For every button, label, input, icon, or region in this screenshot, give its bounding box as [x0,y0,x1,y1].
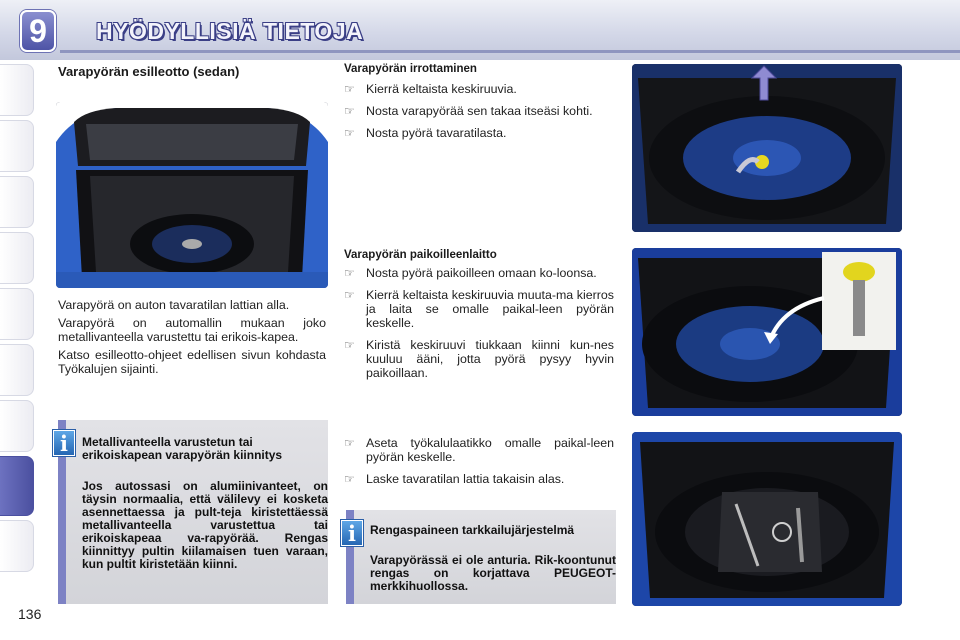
hand-pointer-icon: ☞ [344,472,355,486]
photo-spare-wheel-refit [632,248,902,416]
hand-pointer-icon: ☞ [344,436,355,450]
list-item: ☞ Kierrä keltaista keskiruuvia muuta-ma kierros ja laita se omalle paikal-leen pyörän keskelle. [344,288,614,330]
left-body-text [58,298,326,380]
chapter-tab[interactable] [0,520,34,572]
list-item: ☞ Laske tavaratilan lattia takaisin alas. [344,472,565,486]
chapter-tab[interactable] [0,64,34,116]
info-icon: i [341,520,363,546]
chapter-tab[interactable] [0,344,34,396]
hand-pointer-icon: ☞ [344,82,355,96]
hand-pointer-icon: ☞ [344,288,355,302]
chapter-tab[interactable] [0,400,34,452]
list-item: ☞ Nosta pyörä tavaratilasta. [344,126,507,140]
info-box-text: Jos autossasi on alumiinivanteet, on täysin normaalia, että välilevy ei kosketa asennettaessa ja pult-teja kiristettäessä metallivanteella varustettua tai erikoiskapeaa va-rapyörää. Rengas kiinnittyy pultin kiilamaisen tuen varaan, kun pultit kiristetään kiinni. [82,479,328,571]
photo-tool-box [632,432,902,606]
chapter-tab[interactable] [0,232,34,284]
list-item: ☞ Kiristä keskiruuvi tiukkaan kiinni kun-nes kuuluu ääni, jotta pyörä pysyy hyvin paikoillaan. [344,338,614,380]
chapter-tabs [0,64,34,584]
info-box-tyre-pressure [346,510,616,604]
section-heading-removal: Varapyörän irrottaminen [344,63,477,75]
page-number: 136 [18,606,42,622]
chapter-tab[interactable] [0,288,34,340]
chapter-title: HYÖDYLLISIÄ TIETOJA [96,18,364,44]
section-heading-spare-wheel: Varapyörän esilleotto (sedan) [58,64,240,79]
trunk-photo [56,102,328,288]
paragraph: Varapyörä on automallin mukaan joko metallivanteella varustettu tai erikois-kapea. [58,316,326,344]
section-heading-refitting: Varapyörän paikoilleenlaitto [344,249,497,261]
list-item: ☞ Nosta pyörä paikoilleen omaan ko-loonsa. [344,266,597,280]
photo-spare-wheel-removal [632,64,902,232]
chapter-tab[interactable] [0,176,34,228]
info-box-title: Rengaspaineen tarkkailujärjestelmä [370,523,575,537]
paragraph: Katso esilleotto-ohjeet edellisen sivun kohdasta Työkalujen sijainti. [58,348,326,376]
header-rule [60,50,960,53]
info-box-wheel-fixing [58,420,328,604]
hand-pointer-icon: ☞ [344,266,355,280]
info-box-title: Metallivanteella varustetun tai erikoiskapean varapyörän kiinnitys [82,435,283,462]
info-box-text: Varapyörässä ei ole anturia. Rik-koontunut rengas on korjattava PEUGEOT-merkkihuollossa. [370,553,616,593]
list-item: ☞ Aseta työkalulaatikko omalle paikal-leen pyörän keskelle. [344,436,614,464]
removal-steps [344,82,614,148]
info-icon: i [53,430,75,456]
refitting-steps [344,266,614,388]
hand-pointer-icon: ☞ [344,104,355,118]
list-item: ☞ Kierrä keltaista keskiruuvia. [344,82,517,96]
chapter-tab[interactable] [0,120,34,172]
hand-pointer-icon: ☞ [344,338,355,352]
paragraph: Varapyörä on auton tavaratilan lattian alla. [58,298,290,312]
chapter-number-badge: 9 [20,10,56,52]
list-item: ☞ Nosta varapyörää sen takaa itseäsi kohti. [344,104,593,118]
hand-pointer-icon: ☞ [344,126,355,140]
tool-box-steps [344,436,614,494]
chapter-tab-active[interactable] [0,456,34,516]
